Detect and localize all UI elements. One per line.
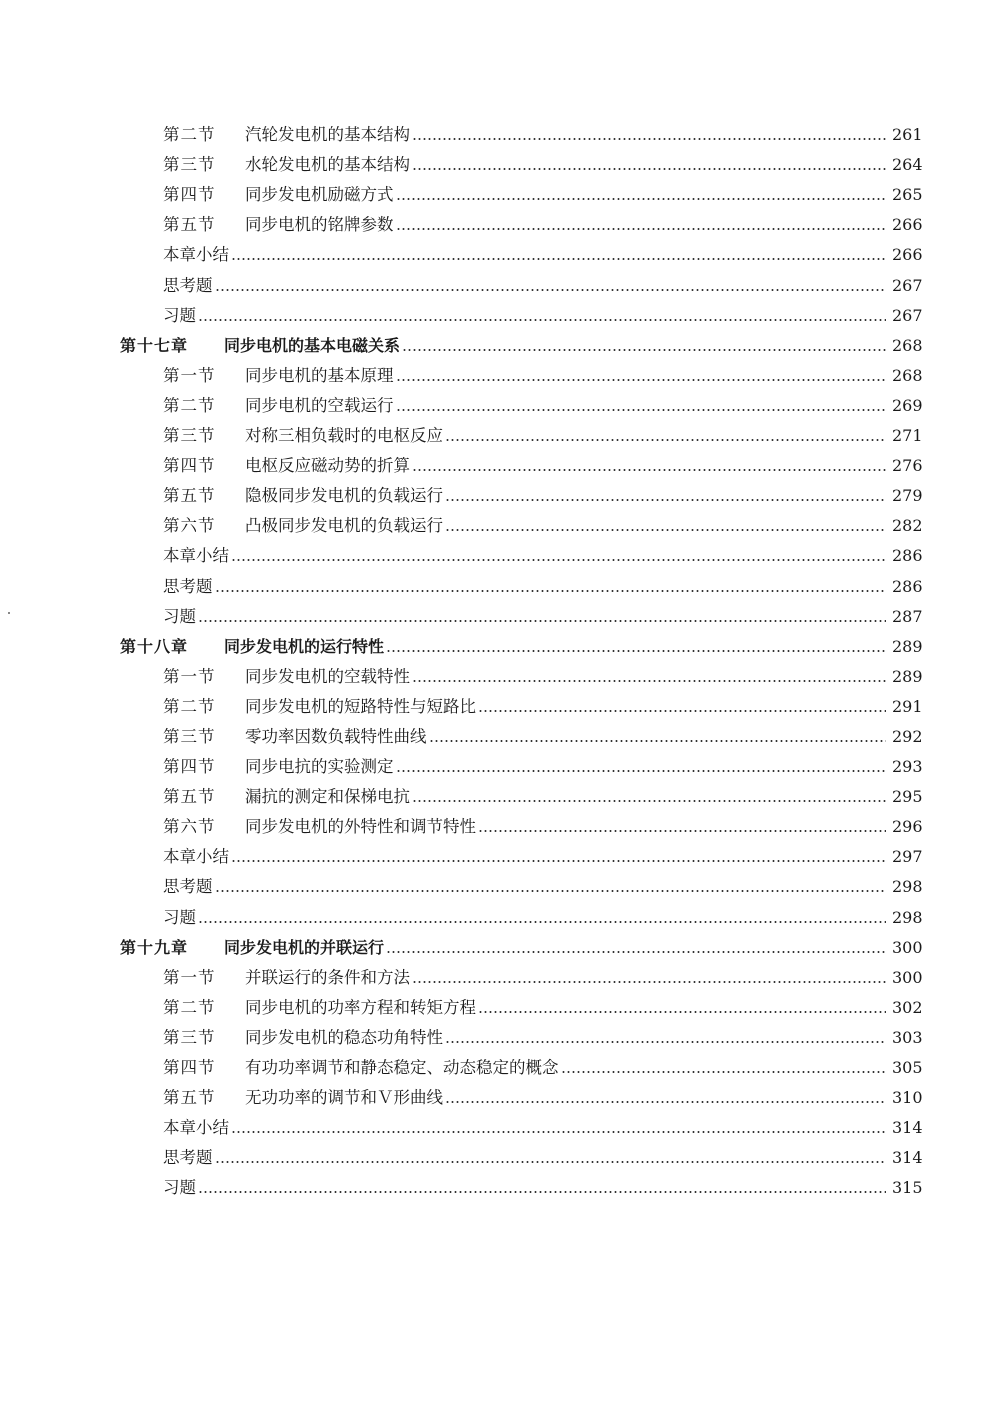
- toc-misc-entry[interactable]: [0, 1141, 992, 1171]
- toc-misc-entry[interactable]: [0, 840, 992, 870]
- page-number: 310: [892, 1088, 923, 1108]
- toc-misc-entry[interactable]: [0, 268, 992, 298]
- dot-leader: [198, 620, 886, 622]
- entry-title: 并联运行的条件和方法: [245, 967, 410, 987]
- dot-leader: [445, 1101, 886, 1103]
- page-number: 305: [892, 1058, 923, 1077]
- dot-leader: [412, 168, 886, 170]
- toc-section-entry[interactable]: [0, 660, 992, 690]
- entry-number: 第四节: [163, 185, 216, 205]
- toc-section-entry[interactable]: [0, 178, 992, 208]
- entry-number: 第三节: [163, 726, 216, 746]
- dot-leader: [478, 1011, 886, 1013]
- page-number: 266: [892, 215, 923, 235]
- entry-title: 同步发电机的并联运行: [224, 937, 385, 957]
- entry-title: 同步发电机励磁方式: [245, 185, 394, 205]
- page-number: 315: [892, 1178, 923, 1198]
- entry-title: 同步发电机的稳态功角特性: [245, 1027, 443, 1047]
- dot-leader: [412, 469, 886, 471]
- dot-leader: [396, 228, 887, 230]
- entry-title: 汽轮发电机的基本结构: [245, 125, 410, 145]
- entry-title: 思考题: [163, 877, 213, 897]
- page-number: 264: [892, 155, 923, 175]
- toc-section-entry[interactable]: [0, 419, 992, 449]
- dot-leader: [386, 650, 886, 652]
- dot-leader: [198, 1191, 886, 1193]
- toc-misc-entry[interactable]: [0, 299, 992, 329]
- toc-section-entry[interactable]: [0, 359, 992, 389]
- dot-leader: [478, 830, 886, 832]
- entry-title: 凸极同步发电机的负载运行: [245, 516, 443, 536]
- page-number: 286: [892, 546, 923, 566]
- page-number: 298: [892, 907, 923, 927]
- page-number: 265: [892, 185, 923, 205]
- entry-number: 第三节: [163, 155, 216, 175]
- entry-title: 本章小结: [163, 1118, 229, 1138]
- toc-section-entry[interactable]: [0, 148, 992, 178]
- page-number: 266: [892, 245, 923, 265]
- dot-leader: [386, 951, 886, 953]
- entry-number: 第一节: [163, 967, 216, 987]
- page-number: 303: [892, 1027, 923, 1047]
- entry-title: 同步发电机的外特性和调节特性: [245, 817, 476, 837]
- entry-title: 同步发电机的运行特性: [224, 636, 385, 656]
- entry-title: 思考题: [163, 275, 213, 295]
- entry-title: 思考题: [163, 576, 213, 596]
- dot-leader: [231, 258, 886, 260]
- toc-misc-entry[interactable]: [0, 1111, 992, 1141]
- toc-section-entry[interactable]: [0, 991, 992, 1021]
- entry-title: 隐极同步发电机的负载运行: [245, 486, 443, 506]
- toc-misc-entry[interactable]: [0, 870, 992, 900]
- toc-section-entry[interactable]: [0, 208, 992, 238]
- entry-title: 同步发电机的短路特性与短路比: [245, 696, 476, 716]
- toc-chapter-entry[interactable]: [0, 630, 992, 660]
- toc-section-entry[interactable]: [0, 961, 992, 991]
- dot-leader: [445, 499, 886, 501]
- page-number: 297: [892, 847, 923, 867]
- entry-title: 本章小结: [163, 847, 229, 867]
- entry-title: 本章小结: [163, 245, 229, 265]
- entry-number: 第二节: [163, 997, 216, 1017]
- toc-section-entry[interactable]: [0, 1021, 992, 1051]
- toc-section-entry[interactable]: [0, 690, 992, 720]
- dot-leader: [198, 921, 886, 923]
- entry-number: 第十七章: [120, 335, 189, 355]
- toc-section-entry[interactable]: [0, 449, 992, 479]
- entry-number: 第五节: [163, 787, 216, 807]
- dot-leader: [396, 409, 887, 411]
- dot-leader: [445, 1041, 886, 1043]
- entry-title: 习题: [163, 305, 196, 325]
- page-number: 261: [892, 125, 923, 145]
- page-number: 298: [892, 877, 923, 897]
- toc-misc-entry[interactable]: [0, 238, 992, 268]
- entry-title: 习题: [163, 606, 196, 626]
- entry-title: 习题: [163, 1178, 196, 1198]
- dot-leader: [215, 289, 887, 291]
- toc-misc-entry[interactable]: [0, 1171, 992, 1201]
- dot-leader: [412, 800, 886, 802]
- toc-section-entry[interactable]: [0, 479, 992, 509]
- entry-title: 零功率因数负载特性曲线: [245, 726, 427, 746]
- entry-number: 第一节: [163, 666, 216, 686]
- entry-title: 思考题: [163, 1148, 213, 1168]
- page-number: 269: [892, 395, 923, 415]
- page-number: 291: [892, 696, 923, 716]
- dot-leader: [402, 349, 886, 351]
- toc-section-entry[interactable]: [0, 1081, 992, 1111]
- dot-leader: [412, 138, 886, 140]
- entry-title: 同步电机的基本原理: [245, 365, 394, 385]
- entry-title: 习题: [163, 907, 196, 927]
- toc-section-entry[interactable]: [0, 1051, 992, 1081]
- entry-title: 电枢反应磁动势的折算: [245, 456, 410, 476]
- entry-number: 第四节: [163, 456, 216, 476]
- page-number: 267: [892, 305, 923, 325]
- dot-leader: [396, 198, 887, 200]
- entry-title: 漏抗的测定和保梯电抗: [245, 787, 410, 807]
- toc-misc-entry[interactable]: [0, 539, 992, 569]
- page-number: 300: [892, 967, 923, 987]
- entry-number: 第十八章: [120, 636, 189, 656]
- page-number: 302: [892, 997, 923, 1017]
- entry-number: 第四节: [163, 1058, 216, 1077]
- entry-number: 第二节: [163, 395, 216, 415]
- entry-title: 对称三相负载时的电枢反应: [245, 426, 443, 446]
- dot-leader: [445, 529, 886, 531]
- entry-number: 第四节: [163, 757, 216, 777]
- dot-leader: [478, 710, 886, 712]
- page-number: 287: [892, 606, 923, 626]
- entry-number: 第六节: [163, 516, 216, 536]
- scan-speck: [8, 612, 10, 614]
- toc-section-entry[interactable]: [0, 389, 992, 419]
- page-number: 293: [892, 757, 923, 777]
- toc-section-entry[interactable]: [0, 780, 992, 810]
- entry-title: 本章小结: [163, 546, 229, 566]
- entry-number: 第二节: [163, 696, 216, 716]
- dot-leader: [396, 379, 887, 381]
- dot-leader: [198, 319, 886, 321]
- toc-misc-entry[interactable]: [0, 900, 992, 930]
- toc-chapter-entry[interactable]: [0, 329, 992, 359]
- entry-title: 同步电机的功率方程和转矩方程: [245, 997, 476, 1017]
- page-number: 271: [892, 426, 923, 446]
- dot-leader: [231, 860, 886, 862]
- page-number: 292: [892, 726, 923, 746]
- dot-leader: [429, 740, 887, 742]
- entry-title: 水轮发电机的基本结构: [245, 155, 410, 175]
- toc-section-entry[interactable]: [0, 810, 992, 840]
- entry-title: 同步电抗的实验测定: [245, 757, 394, 777]
- entry-number: 第十九章: [120, 937, 189, 957]
- entry-number: 第五节: [163, 1088, 216, 1108]
- page-number: 289: [892, 666, 923, 686]
- dot-leader: [561, 1071, 887, 1073]
- entry-title: 无功功率的调节和Ｖ形曲线: [245, 1088, 443, 1108]
- page-number: 314: [892, 1148, 923, 1168]
- page-number: 314: [892, 1118, 923, 1138]
- page-number: 268: [892, 335, 923, 355]
- dot-leader: [396, 770, 887, 772]
- dot-leader: [412, 680, 886, 682]
- toc-section-entry[interactable]: [0, 118, 992, 148]
- entry-number: 第五节: [163, 486, 216, 506]
- page-number: 286: [892, 576, 923, 596]
- entry-number: 第六节: [163, 817, 216, 837]
- page-number: 296: [892, 817, 923, 837]
- toc-section-entry[interactable]: [0, 750, 992, 780]
- dot-leader: [231, 559, 886, 561]
- entry-number: 第二节: [163, 125, 216, 145]
- page-number: 282: [892, 516, 923, 536]
- entry-number: 第一节: [163, 365, 216, 385]
- page-number: 295: [892, 787, 923, 807]
- page-number: 268: [892, 365, 923, 385]
- entry-number: 第五节: [163, 215, 216, 235]
- dot-leader: [215, 1161, 887, 1163]
- entry-title: 同步电机的铭牌参数: [245, 215, 394, 235]
- toc-section-entry[interactable]: [0, 509, 992, 539]
- toc-chapter-entry[interactable]: [0, 931, 992, 961]
- dot-leader: [231, 1131, 886, 1133]
- entry-title: 同步电机的基本电磁关系: [224, 335, 401, 355]
- toc-section-entry[interactable]: [0, 720, 992, 750]
- table-of-contents: [0, 118, 992, 1201]
- page-number: 289: [892, 636, 923, 656]
- entry-title: 有功功率调节和静态稳定、动态稳定的概念: [245, 1058, 559, 1077]
- page-number: 300: [892, 937, 923, 957]
- entry-title: 同步发电机的空载特性: [245, 666, 410, 686]
- dot-leader: [445, 439, 886, 441]
- dot-leader: [215, 590, 887, 592]
- entry-number: 第三节: [163, 426, 216, 446]
- toc-misc-entry[interactable]: [0, 569, 992, 599]
- dot-leader: [215, 890, 887, 892]
- page-number: 267: [892, 275, 923, 295]
- page-number: 276: [892, 456, 923, 476]
- entry-title: 同步电机的空载运行: [245, 395, 394, 415]
- dot-leader: [412, 981, 886, 983]
- page-number: 279: [892, 486, 923, 506]
- entry-number: 第三节: [163, 1027, 216, 1047]
- toc-misc-entry[interactable]: [0, 600, 992, 630]
